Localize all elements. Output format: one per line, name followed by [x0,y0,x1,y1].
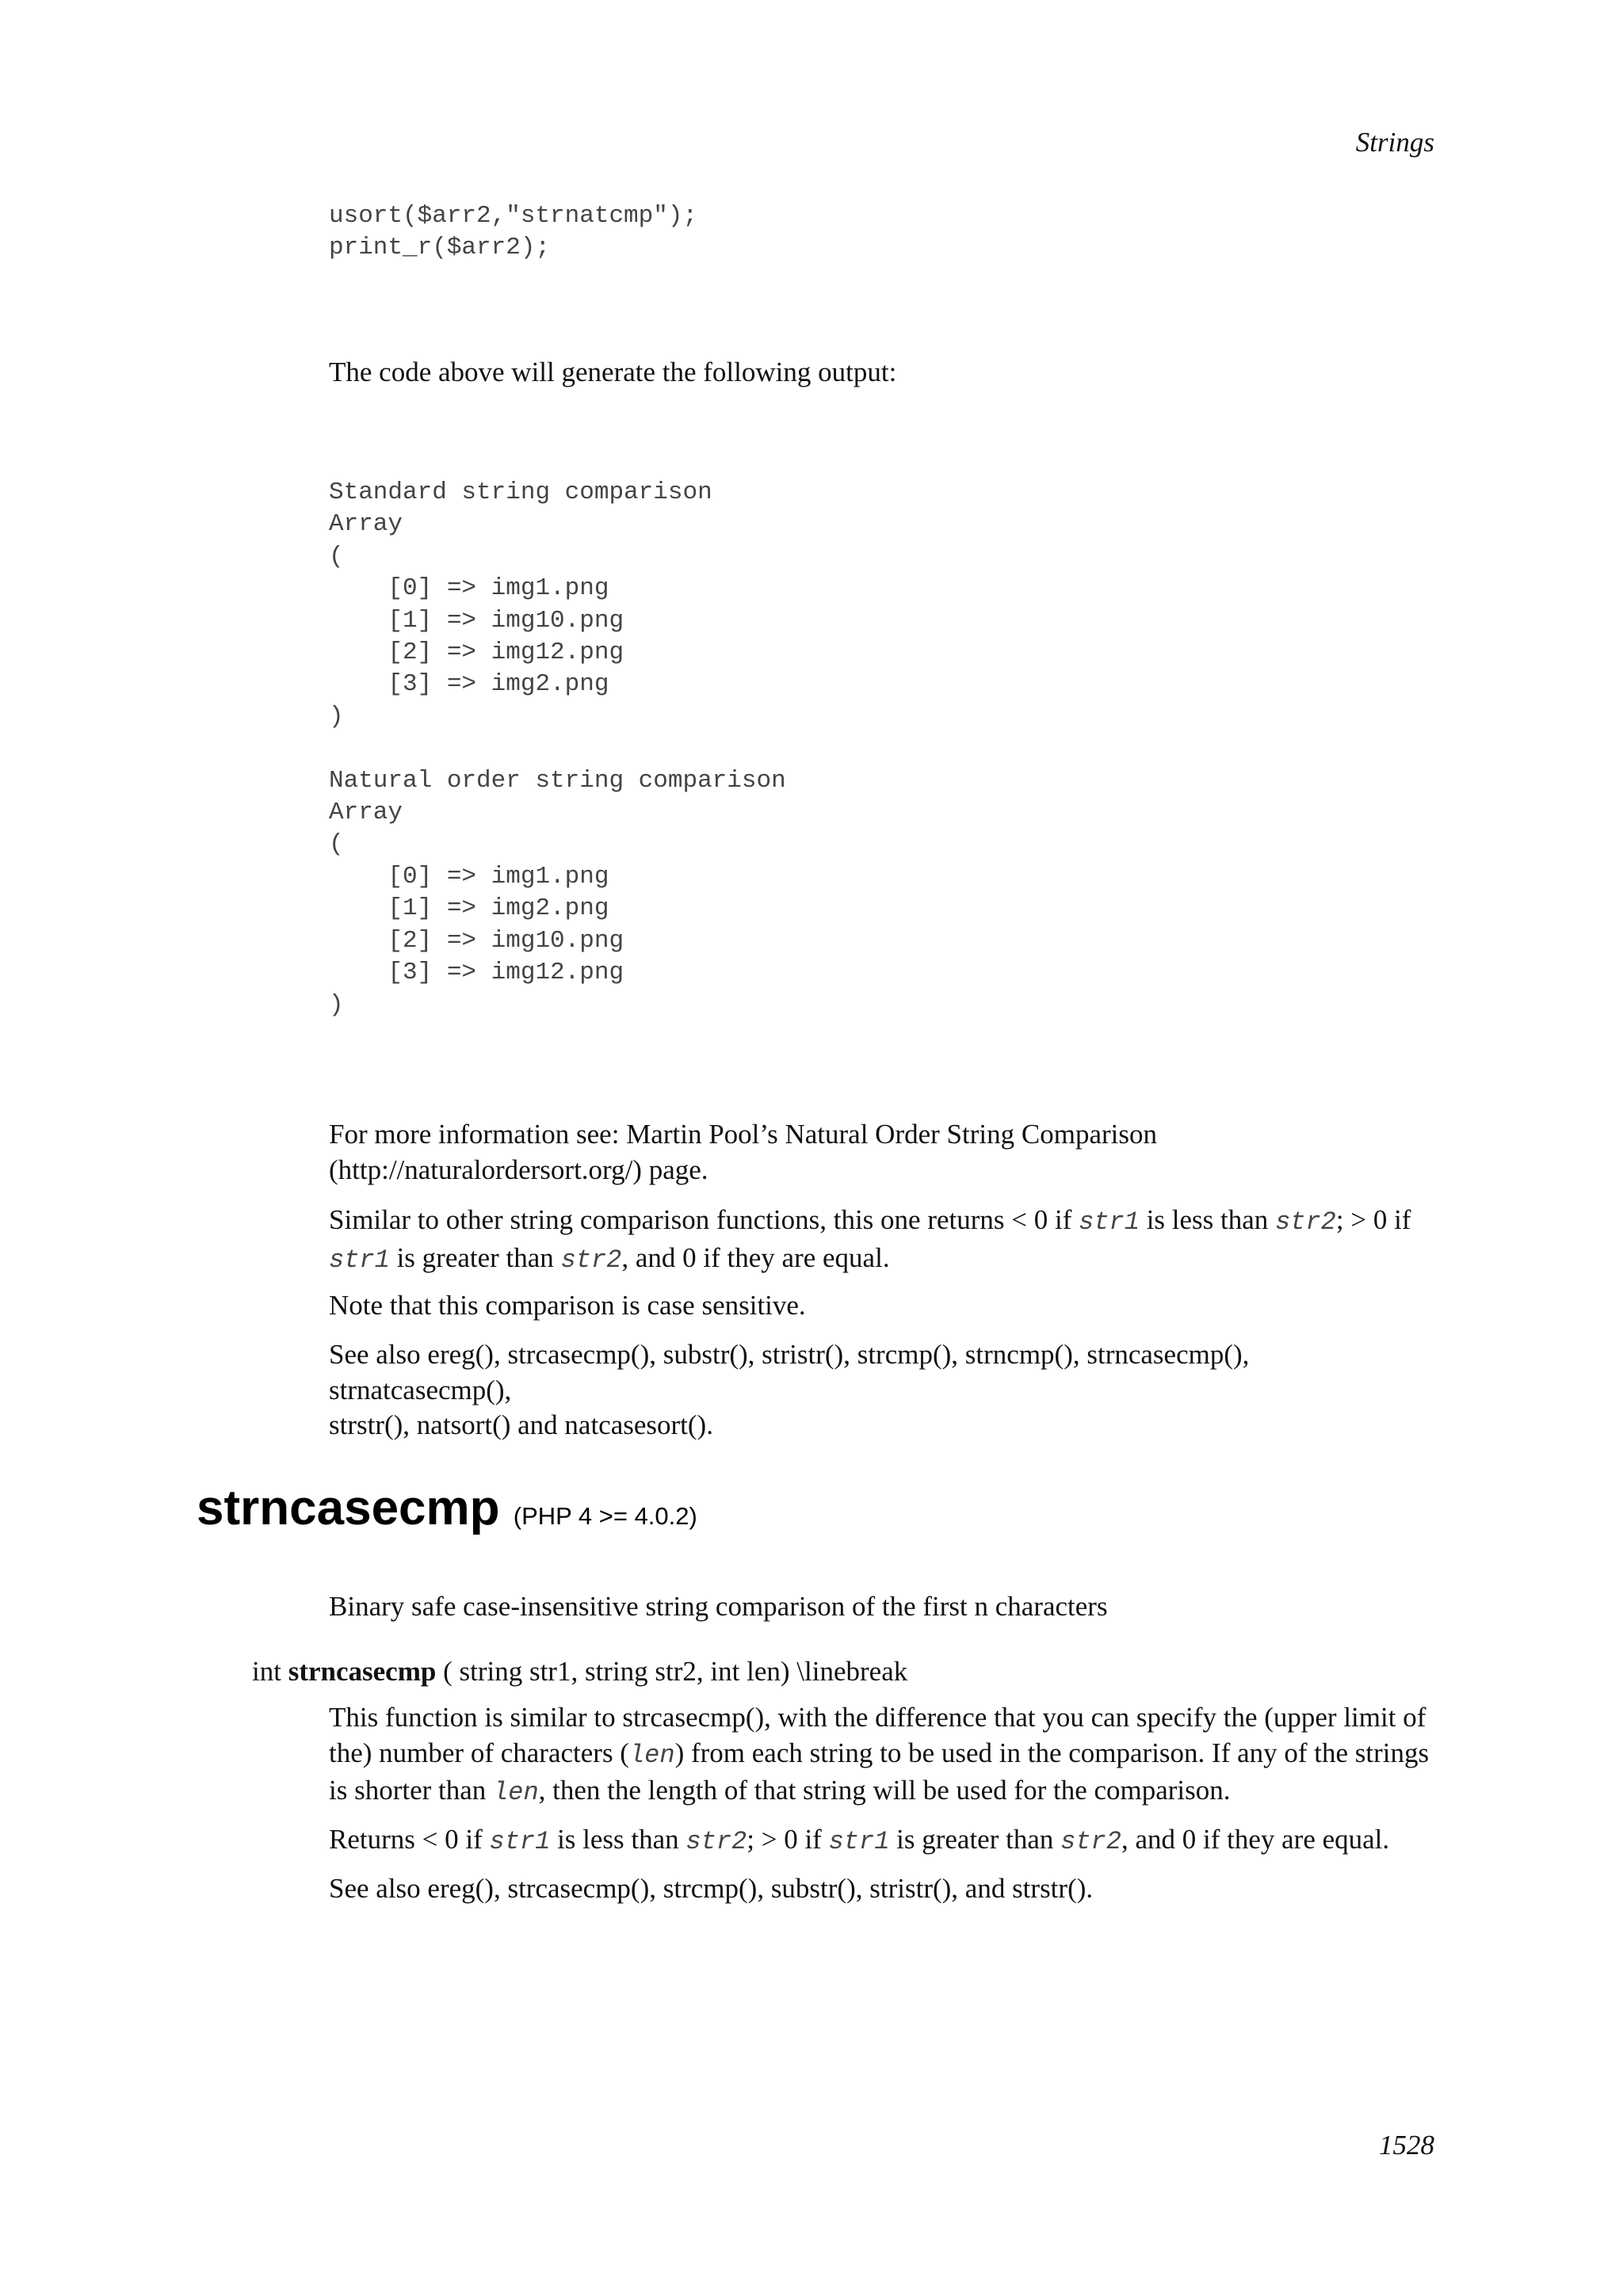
param-str1: str1 [828,1827,890,1856]
text: is less than [550,1824,686,1855]
function-version: (PHP 4 >= 4.0.2) [513,1502,697,1530]
text: Returns < 0 if [329,1824,490,1855]
page-number: 1528 [1379,2130,1434,2161]
paragraph-returns [329,1822,1438,1860]
text: the) number of characters ( [329,1737,629,1768]
param-str2: str2 [1275,1207,1336,1237]
param-str1: str1 [329,1245,390,1275]
text: This function is similar to strcasecmp(), with the difference that you can specify the (upper limit of [329,1702,1426,1733]
see-also-line1: See also ereg(), strcasecmp(), substr(), stristr(), strcmp(), strncmp(), strncasecmp(), strnatcasecmp(), [329,1339,1250,1405]
param-str2: str2 [1060,1827,1121,1856]
running-header: Strings [1355,127,1434,158]
more-info-line2: (http://naturalordersort.org/) page. [329,1154,708,1185]
function-description: Binary safe case-insensitive string comparison of the first n characters [329,1591,1108,1622]
synopsis-function-name: strncasecmp [288,1656,437,1687]
text: , then the length of that string will be used for the comparison. [538,1775,1231,1806]
paragraph-see-also-2: See also ereg(), strcasecmp(), strcmp(), substr(), stristr(), and strstr(). [329,1873,1094,1904]
function-synopsis [252,1654,907,1689]
paragraph-output-intro: The code above will generate the following output: [329,357,897,387]
synopsis-params: ( string str1, string str2, int len) \linebreak [436,1656,908,1687]
param-str2: str2 [560,1245,622,1275]
function-name: strncasecmp [197,1481,500,1535]
param-len: len [493,1778,539,1807]
text: is greater than [389,1241,561,1273]
text: , and 0 if they are equal. [621,1241,890,1273]
paragraph-see-also-1 [329,1337,1438,1444]
text: ) from each string to be used in the comparison. If any of the strings [674,1737,1430,1768]
param-str1: str1 [1079,1207,1140,1237]
text: is greater than [889,1824,1061,1855]
synopsis-return-type: int [252,1656,288,1687]
text: is less than [1139,1204,1276,1235]
code-block-output: Standard string comparison Array ( [0] => img1.png [1] => img10.png [2] => img12.png [3] => img2.png ) Natural order string comparison Array ( [0] => img1.png [1] => img2.png [2] => img10.png [3] => img12.png ) [329,479,786,1019]
more-info-line1: For more information see: Martin Pool’s Natural Order String Comparison [329,1119,1157,1150]
see-also-line2: strstr(), natsort() and natcasesort(). [329,1409,713,1440]
function-heading [197,1480,697,1545]
text: is shorter than [329,1775,494,1806]
paragraph-more-info [329,1117,1438,1188]
param-str1: str1 [489,1827,551,1856]
param-str2: str2 [685,1827,747,1856]
paragraph-function-details [329,1700,1438,1811]
paragraph-case-sensitive: Note that this comparison is case sensitive. [329,1290,806,1321]
param-len: len [628,1740,675,1770]
text: ; > 0 if [747,1824,829,1855]
text: Similar to other string comparison functions, this one returns < 0 if [329,1204,1079,1235]
text: , and 0 if they are equal. [1121,1824,1390,1855]
code-block-usort: usort($arr2,"strnatcmp"); print_r($arr2); [329,202,698,262]
paragraph-similar [329,1203,1438,1278]
text: ; > 0 if [1335,1204,1411,1235]
